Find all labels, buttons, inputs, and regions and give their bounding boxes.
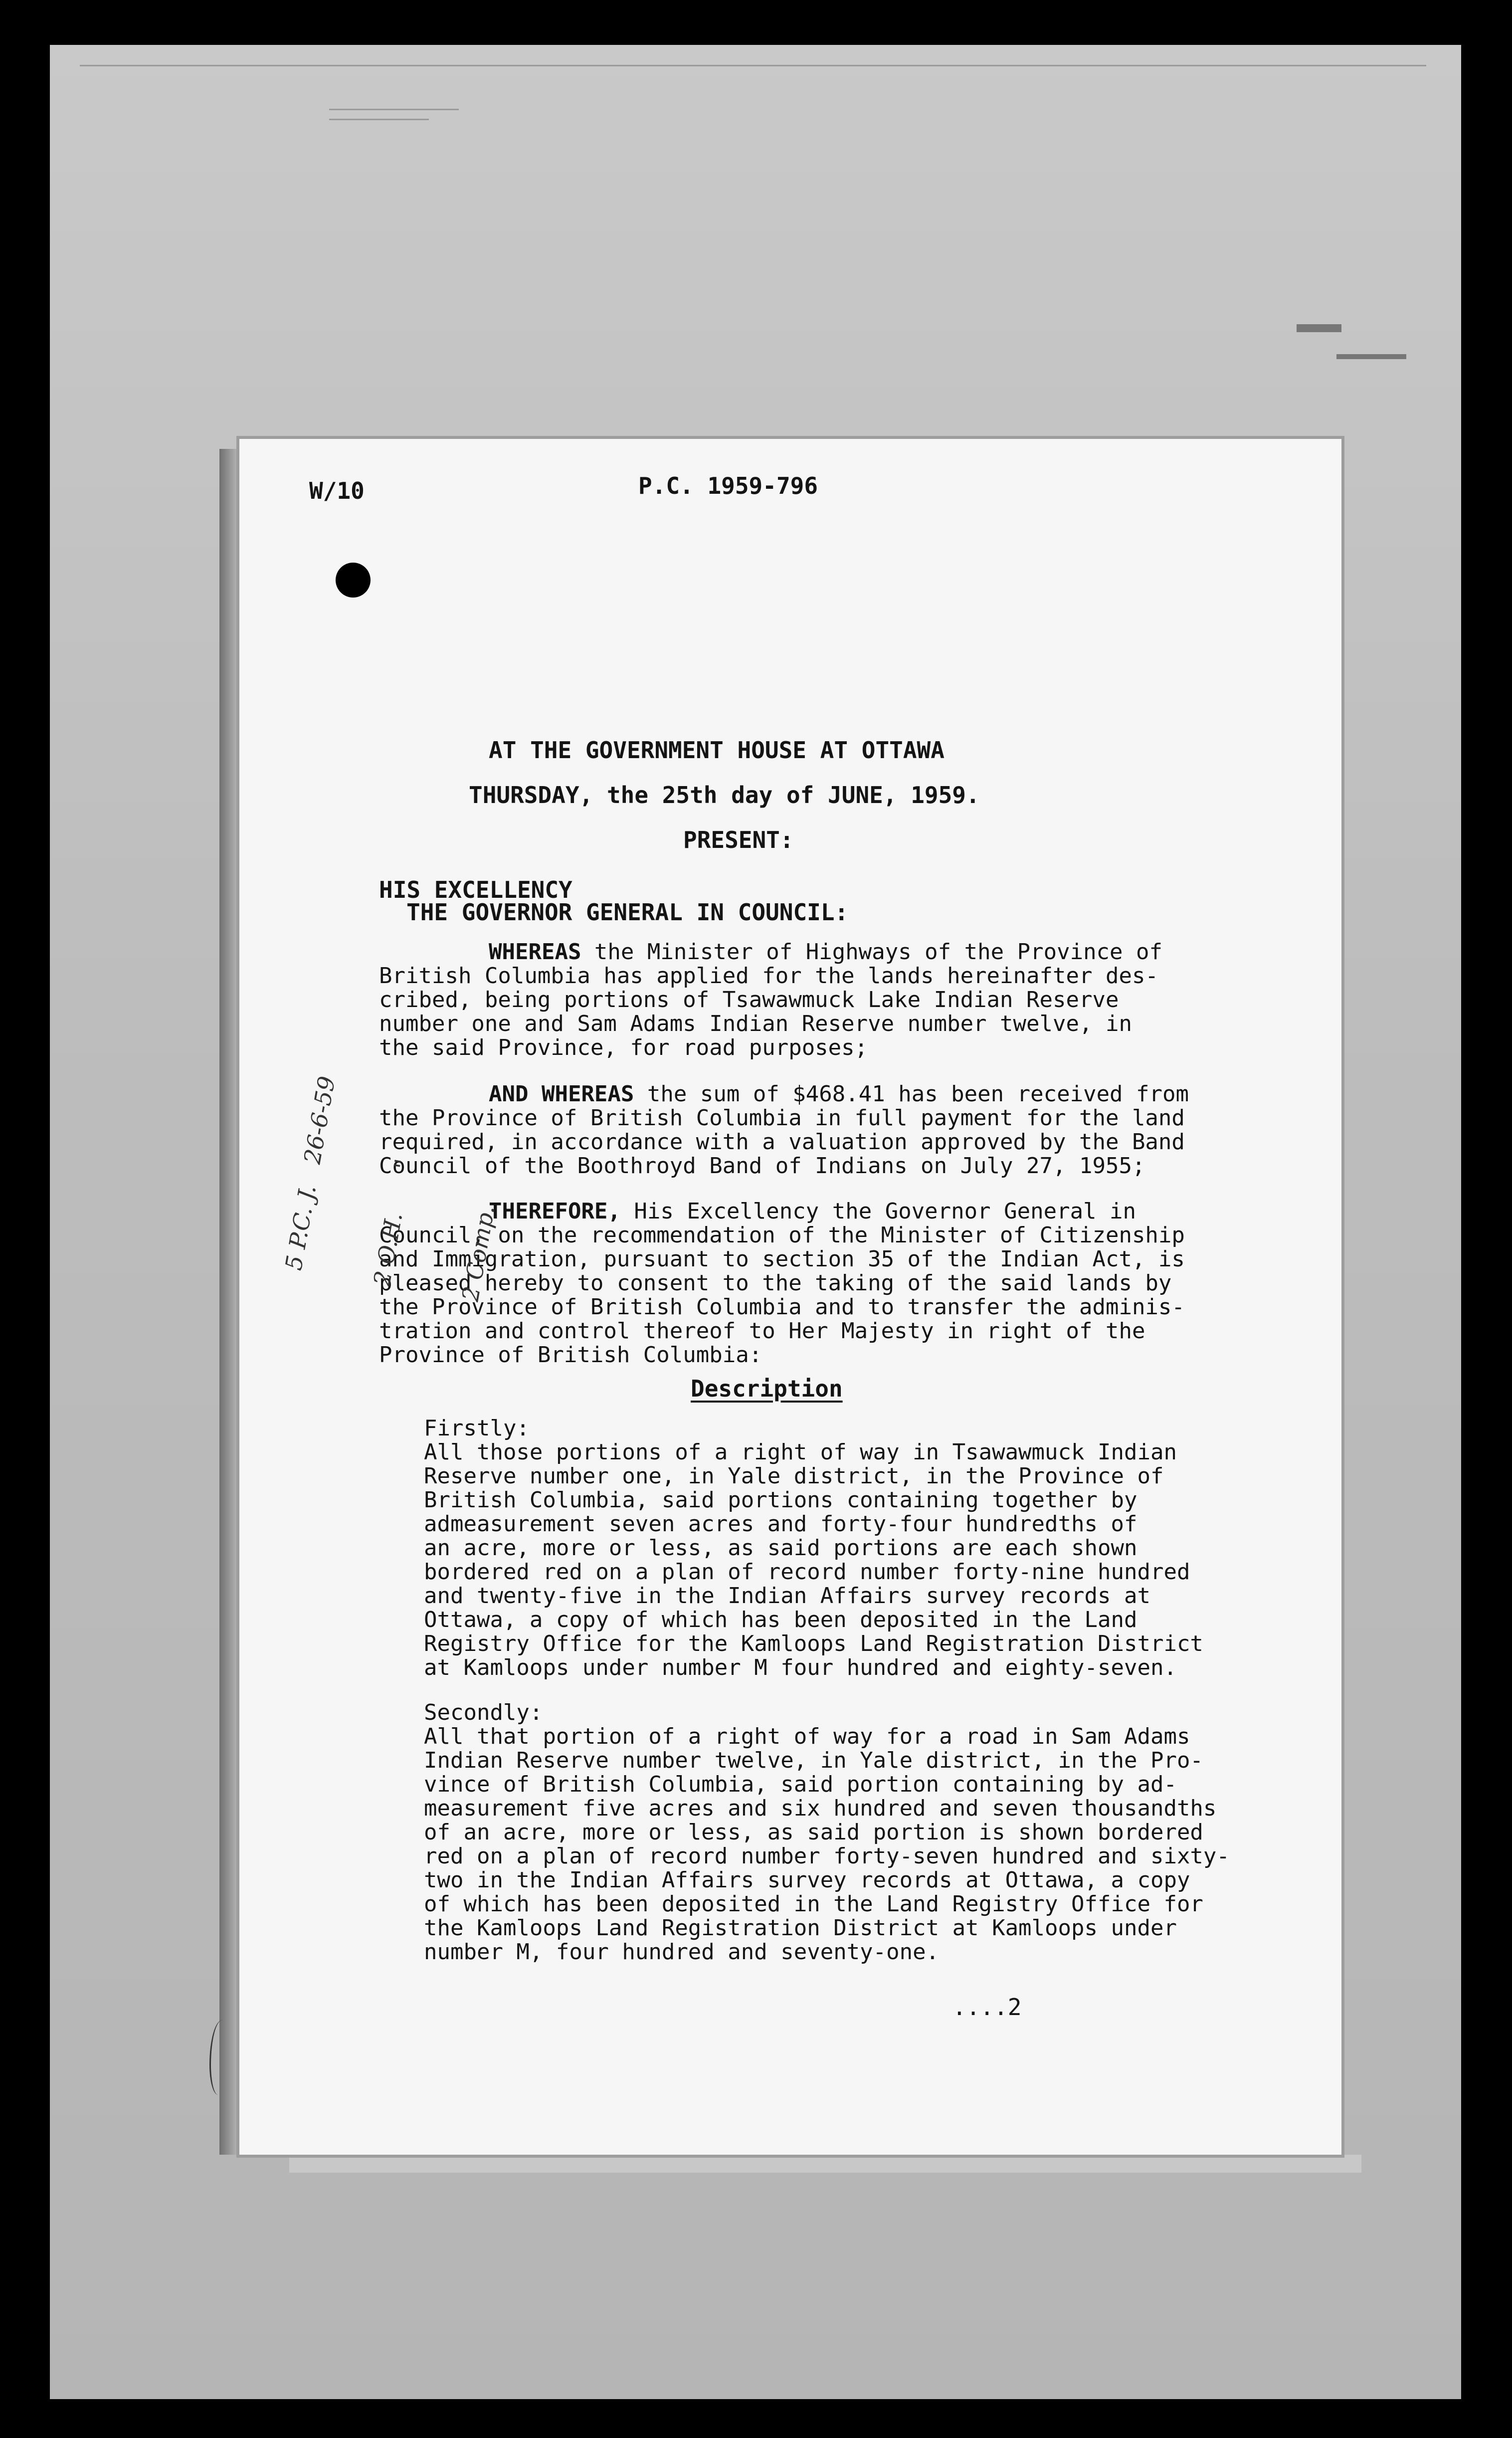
paragraph-line: All those portions of a right of way in Tsawawmuck Indian: [424, 1439, 1177, 1465]
paragraph-line: Council of the Boothroyd Band of Indians on July 27, 1955;: [379, 1153, 1145, 1179]
paragraph-line: bordered red on a plan of record number forty-nine hundred: [424, 1559, 1190, 1585]
paragraph-lead: AND WHEREAS: [489, 1081, 634, 1107]
addressee-line-2: THE GOVERNOR GENERAL IN COUNCIL:: [406, 899, 849, 926]
paragraph-line: required, in accordance with a valuation approved by the Band: [379, 1129, 1185, 1155]
paragraph-line: vince of British Columbia, said portion containing by ad-: [424, 1772, 1177, 1797]
paragraph-line: at Kamloops under number M four hundred and eighty-seven.: [424, 1655, 1177, 1680]
present-heading: PRESENT:: [683, 826, 794, 853]
paragraph-line: Province of British Columbia:: [379, 1342, 762, 1368]
paragraph-line: red on a plan of record number forty-seven hundred and sixty-: [424, 1843, 1230, 1869]
continuation-marker: ....2: [952, 1994, 1022, 2021]
paragraph-line: of an acre, more or less, as said portion is shown bordered: [424, 1820, 1203, 1845]
paragraph-line: two in the Indian Affairs survey records at Ottawa, a copy: [424, 1867, 1190, 1893]
order-in-council-page: [239, 439, 1341, 2155]
paragraph-line: His Excellency the Governor General in: [620, 1199, 1136, 1224]
paragraph-line: cribed, being portions of Tsawawmuck Lake Indian Reserve: [379, 987, 1119, 1013]
paragraph-lead: WHEREAS: [489, 939, 581, 965]
order-number: P.C. 1959-796: [638, 472, 818, 499]
addressee-line-1: HIS EXCELLENCY: [379, 876, 572, 903]
handwritten-line: 2 O.H. ": [368, 1157, 417, 1288]
paragraph-lead: THEREFORE,: [489, 1199, 621, 1224]
paragraph-line: the Minister of Highways of the Province of: [581, 939, 1163, 965]
paragraph-line: Council, on the recommendation of the Minister of Citizenship: [379, 1222, 1185, 1248]
paragraph-line: the sum of $468.41 has been received from: [634, 1081, 1189, 1107]
handwritten-line: 2 Comp.: [456, 1203, 500, 1304]
punch-hole: [336, 563, 371, 598]
backing-smudge: [1336, 354, 1406, 359]
description-heading: Description: [691, 1375, 843, 1402]
paragraph-line: number one and Sam Adams Indian Reserve number twelve, in: [379, 1011, 1132, 1036]
backing-rule: [329, 119, 429, 120]
paragraph-line: number M, four hundred and seventy-one.: [424, 1939, 940, 1965]
section-label: Secondly:: [424, 1700, 543, 1725]
location-heading: AT THE GOVERNMENT HOUSE AT OTTAWA: [489, 737, 945, 764]
paragraph-line: British Columbia, said portions containing together by: [424, 1487, 1137, 1513]
paragraph-line: All that portion of a right of way for a road in Sam Adams: [424, 1724, 1190, 1749]
backing-rule: [329, 109, 459, 110]
page-bottom-shadow: [289, 2155, 1361, 2173]
paragraph-line: the said Province, for road purposes;: [379, 1035, 868, 1060]
paragraph-line: British Columbia has applied for the lands hereinafter des-: [379, 963, 1158, 989]
paragraph-line: Registry Office for the Kamloops Land Registration District: [424, 1631, 1203, 1656]
paragraph-line: an acre, more or less, as said portions are each shown: [424, 1535, 1137, 1561]
paragraph-line: Ottawa, a copy of which has been deposited in the Land: [424, 1607, 1137, 1632]
paragraph-line: the Province of British Columbia and to transfer the adminis-: [379, 1294, 1185, 1320]
paragraph-line: the Kamloops Land Registration District at Kamloops under: [424, 1915, 1177, 1941]
date-line: THURSDAY, the 25th day of JUNE, 1959.: [469, 782, 980, 809]
paragraph-line: pleased hereby to consent to the taking of the said lands by: [379, 1270, 1172, 1296]
paragraph-line: and Immigration, pursuant to section 35 of the Indian Act, is: [379, 1246, 1185, 1272]
page-edge-shadow: [219, 449, 239, 2155]
paragraph-line: measurement five acres and six hundred and seven thousandths: [424, 1796, 1217, 1821]
backing-smudge: [1297, 324, 1341, 332]
file-reference: W/10: [309, 477, 365, 504]
paragraph-line: Reserve number one, in Yale district, in the Province of: [424, 1463, 1164, 1489]
section-label: Firstly:: [424, 1416, 530, 1441]
handwritten-line: 5 P.C. J. 26-6-59: [280, 1074, 341, 1272]
backing-rule: [80, 65, 1426, 66]
paragraph-line: tration and control thereof to Her Majesty in right of the: [379, 1318, 1145, 1344]
paragraph-line: of which has been deposited in the Land Registry Office for: [424, 1891, 1203, 1917]
paragraph-line: the Province of British Columbia in full payment for the land: [379, 1105, 1185, 1131]
paragraph-line: Indian Reserve number twelve, in Yale district, in the Pro-: [424, 1748, 1203, 1773]
paragraph-line: admeasurement seven acres and forty-four hundredths of: [424, 1511, 1137, 1537]
paragraph-line: and twenty-five in the Indian Affairs survey records at: [424, 1583, 1150, 1609]
